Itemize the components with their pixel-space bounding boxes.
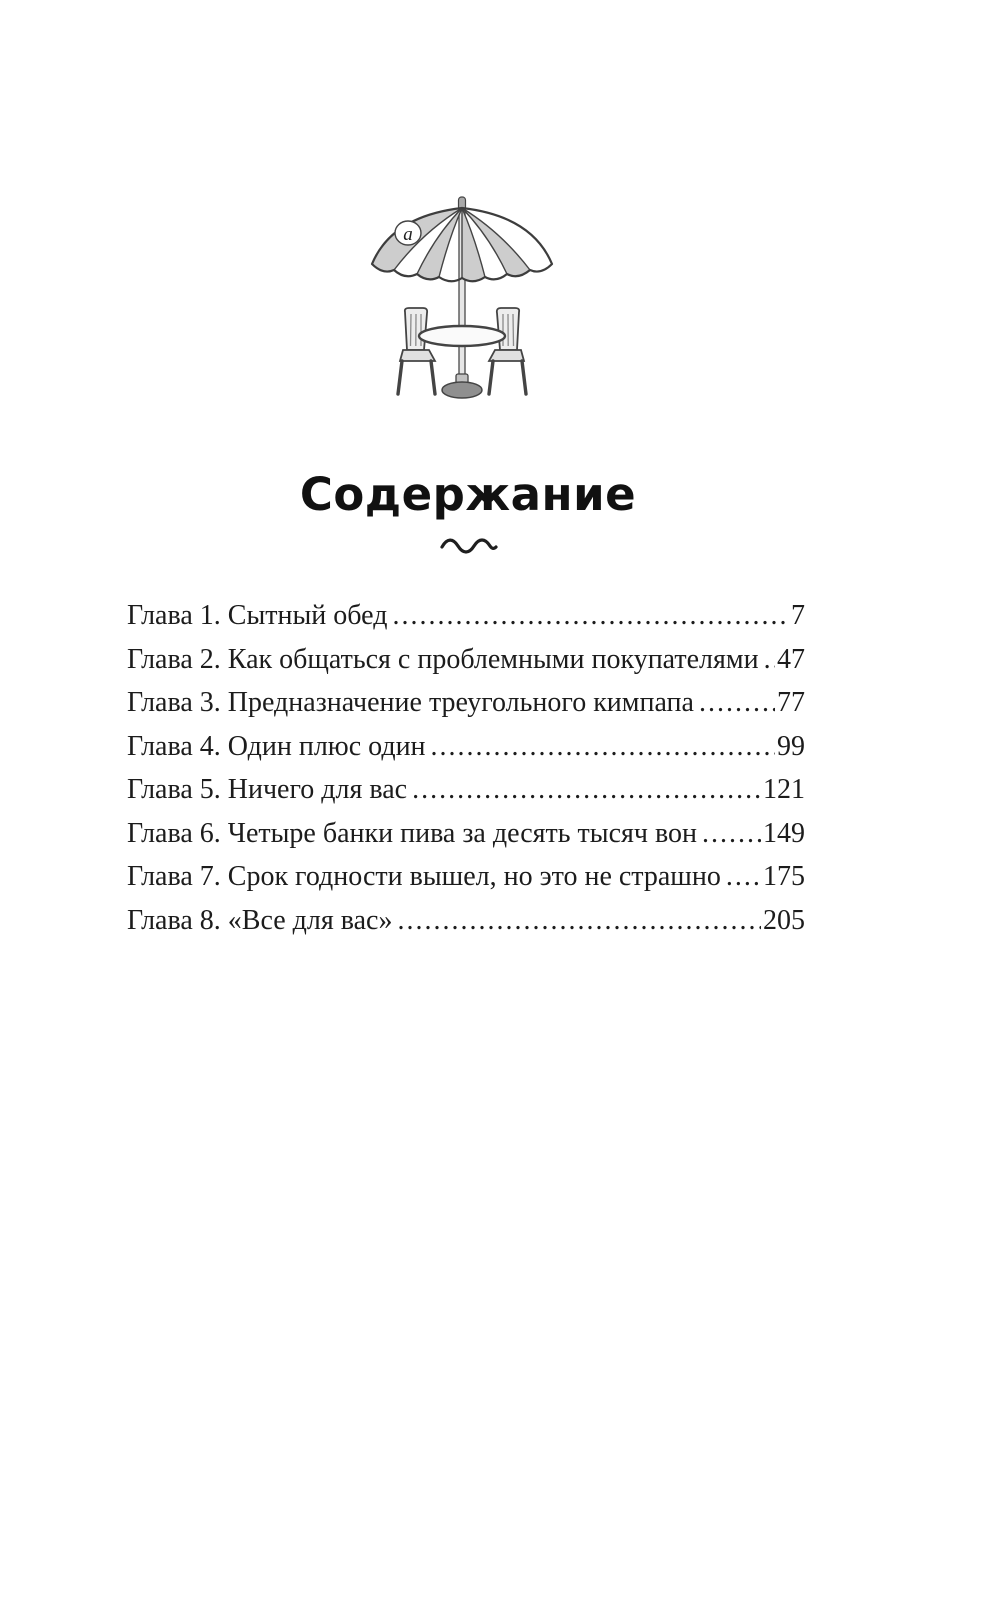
toc-entry [127,688,805,717]
toc-entry [127,819,805,848]
toc-entry-label: Глава 1. Сытный обед [127,600,388,631]
toc-entry [127,732,805,761]
patio-umbrella-table-chairs-icon [356,194,568,416]
toc-entry-page: 47 [777,643,805,675]
dot-leader [412,775,761,804]
dot-leader [431,732,775,761]
toc-entry [127,645,805,674]
umbrella-letter: a [403,224,413,245]
toc-entry-page: 99 [777,730,805,762]
toc-entry-label: Глава 4. Один плюс один [127,730,426,762]
toc-entry-page: 7 [791,600,805,631]
toc-entry-page: 121 [763,774,805,805]
dot-leader [392,601,789,630]
dot-leader [764,645,775,674]
dot-leader [702,819,761,848]
toc-entry [127,775,805,804]
toc-entry-page: 149 [763,817,805,849]
dot-leader [699,688,775,717]
right-chair-icon [489,308,526,394]
dot-leader [726,862,761,891]
toc-entry-label: Глава 6. Четыре банки пива за десять тысяч вон [127,817,697,849]
toc-entry-page: 175 [763,861,805,892]
toc-entry-label: Глава 7. Срок годности вышел, но это не страшно [127,861,721,892]
toc-entry [127,601,805,630]
page-title: Содержание [299,468,637,521]
toc-entry-label: Глава 2. Как общаться с проблемными покупателями [127,643,759,675]
dot-leader [397,906,761,935]
toc-entry [127,906,805,935]
umbrella-illustration-svg [356,194,568,416]
toc-entry-page: 77 [777,687,805,718]
toc-entry-label: Глава 5. Ничего для вас [127,774,408,805]
divider-squiggle-icon [438,536,500,556]
left-chair-icon [398,308,435,394]
toc-entry-label: Глава 3. Предназначение треугольного кимпапа [127,687,694,718]
toc-entry-page: 205 [763,904,805,936]
toc-entry [127,862,805,891]
table-of-contents [127,601,805,949]
toc-entry-label: Глава 8. «Все для вас» [127,904,393,936]
